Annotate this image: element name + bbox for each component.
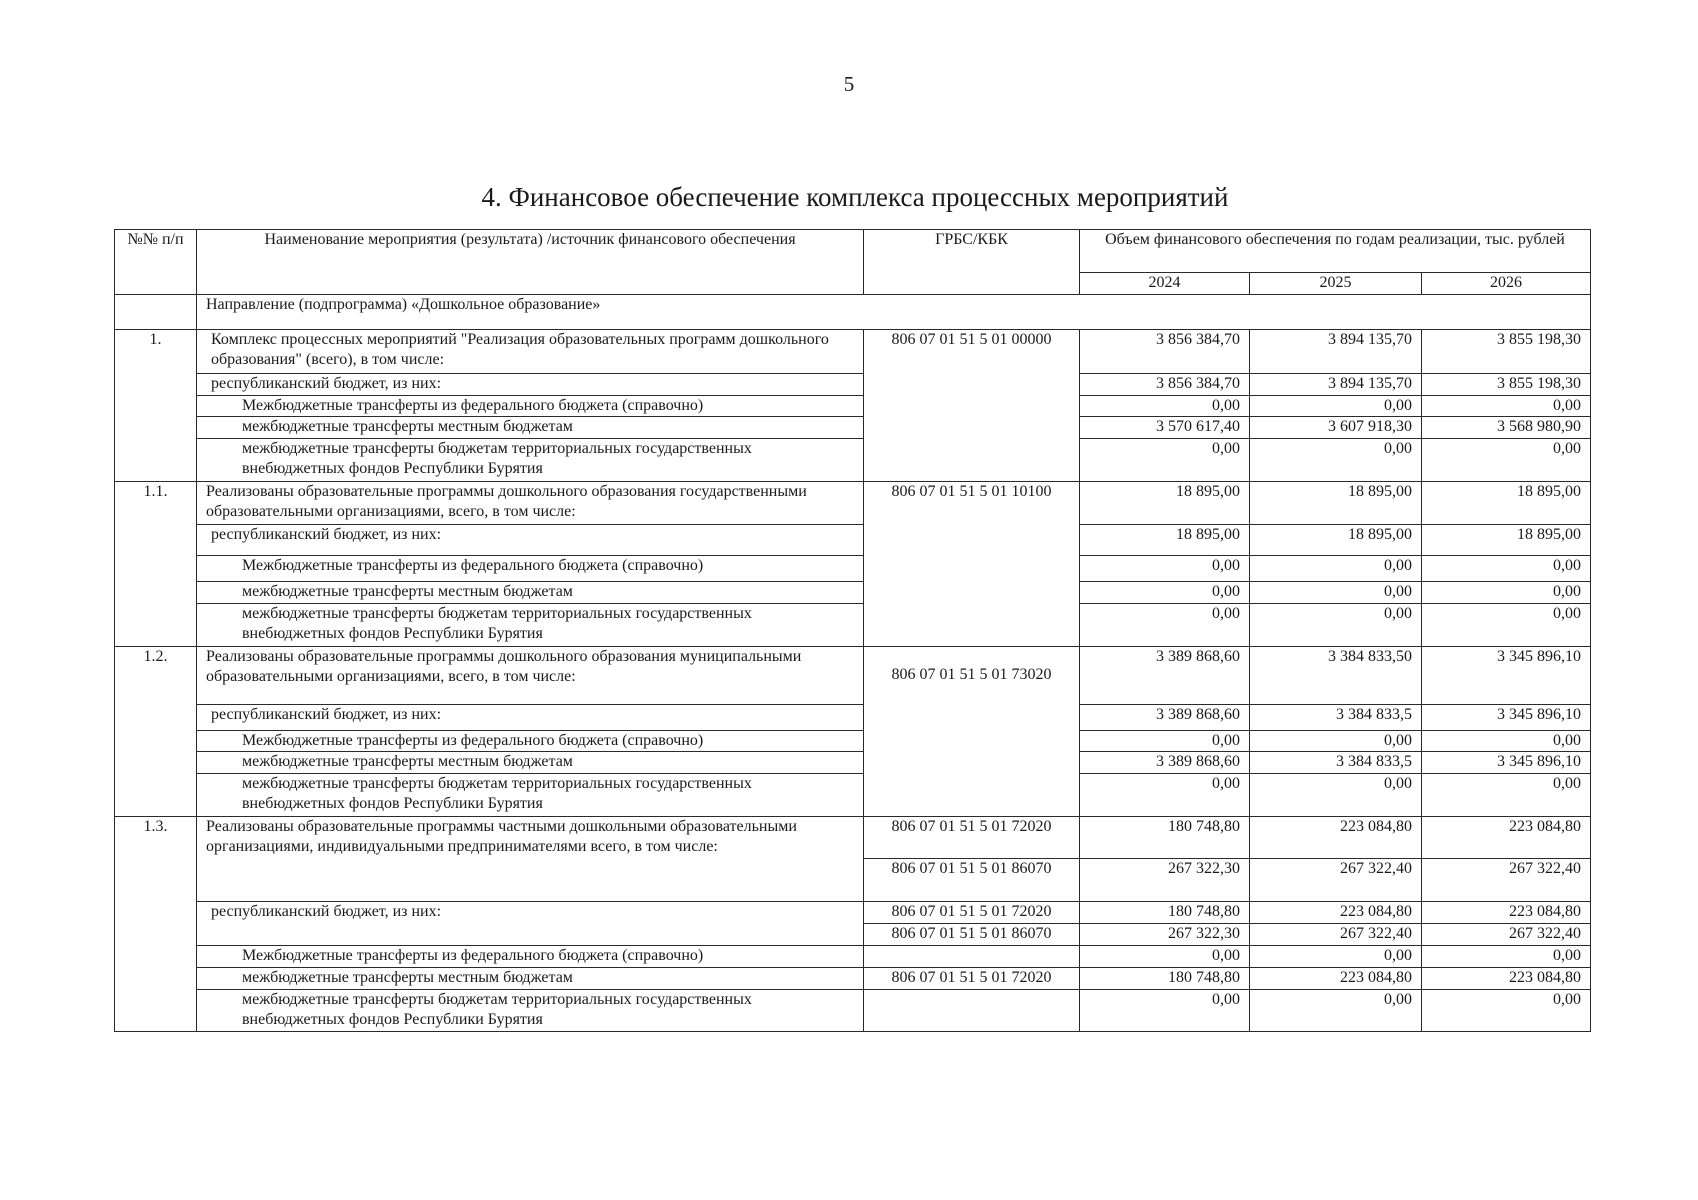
value-cell: 0,00 bbox=[1080, 946, 1250, 968]
value-cell: 0,00 bbox=[1422, 990, 1591, 1032]
value-cell: 0,00 bbox=[1080, 439, 1250, 482]
value-cell: 0,00 bbox=[1080, 604, 1250, 647]
row-kbk: 806 07 01 51 5 01 00000 bbox=[864, 330, 1080, 482]
header-year-2024: 2024 bbox=[1080, 273, 1250, 295]
table-row bbox=[115, 525, 1591, 556]
source-label: Межбюджетные трансферты из федерального бюджета (справочно) bbox=[197, 946, 864, 968]
table-row bbox=[115, 647, 1591, 705]
value-cell: 0,00 bbox=[1422, 946, 1591, 968]
value-cell: 18 895,00 bbox=[1422, 525, 1591, 556]
row-kbk: 806 07 01 51 5 01 72020 bbox=[864, 902, 1080, 924]
value-cell: 267 322,40 bbox=[1422, 859, 1591, 902]
value-cell: 267 322,30 bbox=[1080, 859, 1250, 902]
value-cell: 18 895,00 bbox=[1080, 482, 1250, 525]
value-cell: 3 570 617,40 bbox=[1080, 417, 1250, 439]
value-cell: 180 748,80 bbox=[1080, 968, 1250, 990]
value-cell: 180 748,80 bbox=[1080, 902, 1250, 924]
value-cell: 223 084,80 bbox=[1422, 968, 1591, 990]
value-cell: 0,00 bbox=[1080, 556, 1250, 582]
source-label: Межбюджетные трансферты из федерального бюджета (справочно) bbox=[197, 556, 864, 582]
value-cell: 0,00 bbox=[1080, 396, 1250, 417]
value-cell: 267 322,40 bbox=[1250, 859, 1422, 902]
value-cell: 0,00 bbox=[1250, 604, 1422, 647]
table-row bbox=[115, 582, 1591, 604]
value-cell: 223 084,80 bbox=[1250, 902, 1422, 924]
value-cell: 0,00 bbox=[1250, 582, 1422, 604]
value-cell: 3 855 198,30 bbox=[1422, 374, 1591, 396]
value-cell: 267 322,30 bbox=[1080, 924, 1250, 946]
source-label: межбюджетные трансферты местным бюджетам bbox=[197, 752, 864, 774]
row-kbk: 806 07 01 51 5 01 72020 bbox=[864, 817, 1080, 859]
value-cell: 0,00 bbox=[1250, 731, 1422, 752]
value-cell: 0,00 bbox=[1422, 731, 1591, 752]
table-row bbox=[115, 556, 1591, 582]
value-cell: 3 345 896,10 bbox=[1422, 705, 1591, 731]
row-num: 1. bbox=[115, 330, 197, 482]
row-name: Реализованы образовательные программы дошкольного образования государственными образовательными организациями, всего, в том числе: bbox=[197, 482, 864, 525]
header-year-2026: 2026 bbox=[1422, 273, 1591, 295]
value-cell: 3 345 896,10 bbox=[1422, 752, 1591, 774]
value-cell: 0,00 bbox=[1422, 774, 1591, 817]
source-label: межбюджетные трансферты местным бюджетам bbox=[197, 582, 864, 604]
value-cell: 3 389 868,60 bbox=[1080, 752, 1250, 774]
table-row bbox=[115, 604, 1591, 647]
value-cell: 0,00 bbox=[1422, 396, 1591, 417]
table-header-row bbox=[115, 230, 1591, 273]
source-label: Межбюджетные трансферты из федерального бюджета (справочно) bbox=[197, 396, 864, 417]
table-row bbox=[115, 396, 1591, 417]
value-cell: 3 384 833,5 bbox=[1250, 705, 1422, 731]
source-label: межбюджетные трансферты местным бюджетам bbox=[197, 417, 864, 439]
value-cell: 223 084,80 bbox=[1250, 968, 1422, 990]
header-num: №№ п/п bbox=[115, 230, 197, 295]
value-cell: 3 345 896,10 bbox=[1422, 647, 1591, 705]
value-cell: 0,00 bbox=[1250, 396, 1422, 417]
source-label: республиканский бюджет, из них: bbox=[197, 902, 864, 946]
row-kbk: 806 07 01 51 5 01 10100 bbox=[864, 482, 1080, 647]
direction-label: Направление (подпрограмма) «Дошкольное образование» bbox=[197, 295, 1591, 330]
value-cell: 223 084,80 bbox=[1422, 817, 1591, 859]
table-row bbox=[115, 946, 1591, 968]
value-cell: 0,00 bbox=[1080, 990, 1250, 1032]
source-label: республиканский бюджет, из них: bbox=[197, 525, 864, 556]
value-cell: 3 607 918,30 bbox=[1250, 417, 1422, 439]
value-cell: 3 384 833,50 bbox=[1250, 647, 1422, 705]
value-cell: 3 894 135,70 bbox=[1250, 374, 1422, 396]
header-kbk: ГРБС/КБК bbox=[864, 230, 1080, 295]
value-cell: 267 322,40 bbox=[1422, 924, 1591, 946]
header-year-2025: 2025 bbox=[1250, 273, 1422, 295]
value-cell: 0,00 bbox=[1422, 582, 1591, 604]
row-num: 1.3. bbox=[115, 817, 197, 1032]
row-name: Реализованы образовательные программы дошкольного образования муниципальными образовательными организациями, всего, в том числе: bbox=[197, 647, 864, 705]
value-cell: 3 389 868,60 bbox=[1080, 705, 1250, 731]
value-cell: 3 894 135,70 bbox=[1250, 330, 1422, 374]
table-row bbox=[115, 731, 1591, 752]
page-number: 5 bbox=[843, 72, 855, 96]
table-row bbox=[115, 330, 1591, 374]
value-cell: 223 084,80 bbox=[1422, 902, 1591, 924]
value-cell: 3 389 868,60 bbox=[1080, 647, 1250, 705]
source-label: межбюджетные трансферты бюджетам территориальных государственных внебюджетных фондов Республики Бурятия bbox=[197, 439, 864, 482]
value-cell: 0,00 bbox=[1080, 774, 1250, 817]
value-cell: 0,00 bbox=[1250, 946, 1422, 968]
value-cell: 0,00 bbox=[1250, 556, 1422, 582]
row-kbk: 806 07 01 51 5 01 72020 bbox=[864, 968, 1080, 990]
value-cell: 18 895,00 bbox=[1080, 525, 1250, 556]
table-row bbox=[115, 439, 1591, 482]
source-label: межбюджетные трансферты бюджетам территориальных государственных внебюджетных фондов Республики Бурятия bbox=[197, 774, 864, 817]
table-row bbox=[115, 705, 1591, 731]
table-row bbox=[115, 990, 1591, 1032]
table-row bbox=[115, 374, 1591, 396]
value-cell: 0,00 bbox=[1080, 582, 1250, 604]
header-name: Наименование мероприятия (результата) /источник финансового обеспечения bbox=[197, 230, 864, 295]
source-label: межбюджетные трансферты местным бюджетам bbox=[197, 968, 864, 990]
table-row bbox=[115, 902, 1591, 924]
value-cell: 0,00 bbox=[1422, 439, 1591, 482]
financing-table bbox=[114, 229, 1591, 1032]
table-row bbox=[115, 968, 1591, 990]
row-name: Комплекс процессных мероприятий "Реализация образовательных программ дошкольного образования" (всего), в том числе: bbox=[197, 330, 864, 374]
source-label: республиканский бюджет, из них: bbox=[197, 374, 864, 396]
value-cell: 0,00 bbox=[1422, 604, 1591, 647]
value-cell: 3 856 384,70 bbox=[1080, 374, 1250, 396]
value-cell: 3 384 833,5 bbox=[1250, 752, 1422, 774]
row-num: 1.2. bbox=[115, 647, 197, 817]
direction-row bbox=[115, 295, 1591, 330]
row-kbk: 806 07 01 51 5 01 86070 bbox=[864, 859, 1080, 902]
value-cell: 18 895,00 bbox=[1250, 525, 1422, 556]
table-row bbox=[115, 817, 1591, 859]
value-cell: 18 895,00 bbox=[1250, 482, 1422, 525]
value-cell: 0,00 bbox=[1250, 774, 1422, 817]
table-row bbox=[115, 774, 1591, 817]
value-cell: 3 855 198,30 bbox=[1422, 330, 1591, 374]
value-cell: 223 084,80 bbox=[1250, 817, 1422, 859]
value-cell: 0,00 bbox=[1250, 439, 1422, 482]
row-kbk: 806 07 01 51 5 01 73020 bbox=[864, 647, 1080, 817]
source-label: Межбюджетные трансферты из федерального бюджета (справочно) bbox=[197, 731, 864, 752]
header-volume: Объем финансового обеспечения по годам реализации, тыс. рублей bbox=[1080, 230, 1591, 273]
source-label: межбюджетные трансферты бюджетам территориальных государственных внебюджетных фондов Республики Бурятия bbox=[197, 990, 864, 1032]
source-label: республиканский бюджет, из них: bbox=[197, 705, 864, 731]
row-name: Реализованы образовательные программы частными дошкольными образовательными организациями, индивидуальными предпринимателями всего, в том числе: bbox=[197, 817, 864, 902]
value-cell: 0,00 bbox=[1080, 731, 1250, 752]
table-row bbox=[115, 417, 1591, 439]
value-cell: 0,00 bbox=[1422, 556, 1591, 582]
source-label: межбюджетные трансферты бюджетам территориальных государственных внебюджетных фондов Республики Бурятия bbox=[197, 604, 864, 647]
value-cell: 18 895,00 bbox=[1422, 482, 1591, 525]
row-kbk: 806 07 01 51 5 01 86070 bbox=[864, 924, 1080, 946]
table-row bbox=[115, 482, 1591, 525]
value-cell: 3 568 980,90 bbox=[1422, 417, 1591, 439]
value-cell: 180 748,80 bbox=[1080, 817, 1250, 859]
row-num: 1.1. bbox=[115, 482, 197, 647]
page-title: 4. Финансовое обеспечение комплекса процессных мероприятий bbox=[481, 182, 1229, 212]
value-cell: 267 322,40 bbox=[1250, 924, 1422, 946]
table-row bbox=[115, 752, 1591, 774]
value-cell: 0,00 bbox=[1250, 990, 1422, 1032]
value-cell: 3 856 384,70 bbox=[1080, 330, 1250, 374]
